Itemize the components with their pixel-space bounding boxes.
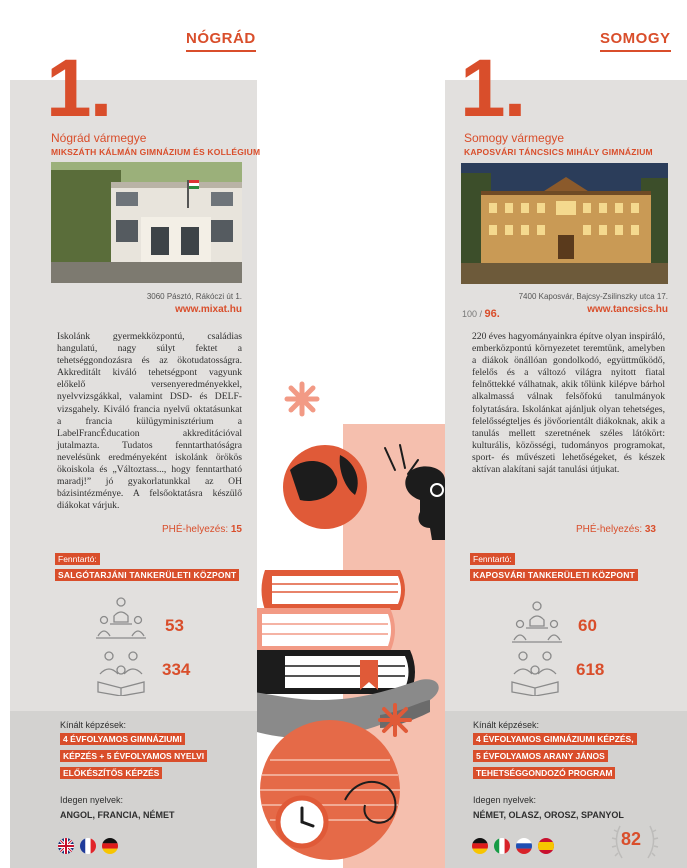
phe-ranking [100,524,242,535]
school-description: Iskolánk gyermekközpontú, családias hangulatú, nagy súlyt fektet a tehetséggondozásra és az ökotudatosságra. Akkreditált kiváló tehetségpont vagyunk előkelő versenyeredményekkel, nyelvvizsgákkal, valamint DSD- és DELF-vizsgahely. Kiváló francia nyelvű oktatásunkat a francia külügyminisztérium a LabelFrancÉducation akkreditációval jutalmazta. Tudatos fenntarthatóságra nevelésünk eredményeként iskolánk örökös ökoiskola és „Változtass..., hogy fenntartható maradj!” jó gyakorlatunkkal az OH bázisintézménye. A felsőoktatásra készülő diákokat várjuk. [57,331,242,512]
offer-list [473,731,673,782]
phe-label: PHÉ-helyezés: [161,524,229,535]
offer-label: Kínált képzések: [60,720,127,730]
school-address: 3060 Pásztó, Rákóczi út 1. [146,292,242,301]
phe-ranking [520,524,656,535]
teachers-icon [512,600,562,644]
clock-icon [278,798,326,846]
italy-flag-icon [494,838,510,854]
germany-flag-icon [102,838,118,854]
rank-number: 1. [46,43,111,134]
sun-icon [433,486,441,494]
offer-list [60,731,250,782]
offer-line: 5 ÉVFOLYAMOS ARANY JÁNOS [473,750,608,762]
germany-flag-icon [472,838,488,854]
students-reading-icon [94,650,148,696]
county-name: Somogy vármegye [464,131,565,145]
offer-line: KÉPZÉS + 5 ÉVFOLYAMOS NYELVI [60,750,207,762]
school-address: 7400 Kaposvár, Bajcsy-Zsilinszky utca 17. [518,292,668,301]
spain-flag-icon [538,838,554,854]
teachers-count: 53 [165,616,184,635]
book-stack-icon [246,570,415,694]
school-website-link[interactable]: www.tancsics.hu [587,304,668,315]
france-flag-icon [80,838,96,854]
students-count: 618 [576,660,605,679]
region-heading-right: SOMOGY [600,30,671,52]
asterisk-icon [287,384,317,414]
school-photo [461,163,668,284]
school-name: MIKSZÁTH KÁLMÁN GIMNÁZIUM ÉS KOLLÉGIUM [51,147,261,157]
languages-list: NÉMET, OLASZ, OROSZ, SPANYOL [473,810,624,820]
county-name: Nógrád vármegye [51,131,147,145]
phe-value: 33 [644,524,656,535]
school-website-link[interactable]: www.mixat.hu [175,304,242,315]
teachers-count: 60 [578,616,597,635]
maintainer-label: Fenntartó: [470,553,515,565]
school-name: KAPOSVÁRI TÁNCSICS MIHÁLY GIMNÁZIUM [464,147,653,157]
region-heading-left: NÓGRÁD [186,30,256,52]
asterisk-icon-lower [380,705,410,735]
russia-flag-icon [516,838,532,854]
languages-label: Idegen nyelvek: [60,795,124,805]
offer-line: 4 ÉVFOLYAMOS GIMNÁZIUMI KÉPZÉS, [473,733,637,745]
ranking-position: 96. [484,308,500,320]
offer-line: TEHETSÉGGONDOZÓ PROGRAM [473,767,615,779]
school-description: 220 éves hagyományainkra építve olyan inspiráló, emberközpontú környezetet teremtünk, amelyben a diákok önállóan gondolkodó, együttműködő, felelős és a változó világra nyitott fiatal felnőttekké válhatnak, akik tőlünk kilépve bárhol alkalmassá válnak felsőfokú tanulmányok folytatására. Iskolánkat ajánljuk olyan tehetséges, felelősségteljes és jövőorientált diákoknak, akik a tanulás mellett szeretnének széles látókört: kulturális, közösségi, tudományos programokat, sport- és művészeti lehetőségeket, és készek aktívan alakítani saját tanulási útjukat. [472,331,665,476]
school-photo [51,162,242,283]
teachers-icon [96,596,146,640]
phe-value: 15 [230,524,242,535]
rank-number: 1. [460,43,525,134]
uk-flag-icon [58,838,74,854]
page-number: 82 [621,829,642,849]
maintainer-name: SALGÓTARJÁNI TANKERÜLETI KÖZPONT [55,569,239,581]
phe-label: PHÉ-helyezés: [575,524,643,535]
students-count: 334 [162,660,191,679]
students-reading-icon [508,650,562,696]
languages-list: ANGOL, FRANCIA, NÉMET [60,810,175,820]
offer-line: ELŐKÉSZÍTŐS KÉPZÉS [60,767,162,779]
offer-label: Kínált képzések: [473,720,540,730]
offer-line: 4 ÉVFOLYAMOS GIMNÁZIUMI [60,733,185,745]
maintainer-name: KAPOSVÁRI TANKERÜLETI KÖZPONT [470,569,638,581]
ranking-total: 100 / [462,309,483,319]
maintainer-label: Fenntartó: [55,553,100,565]
languages-label: Idegen nyelvek: [473,795,537,805]
